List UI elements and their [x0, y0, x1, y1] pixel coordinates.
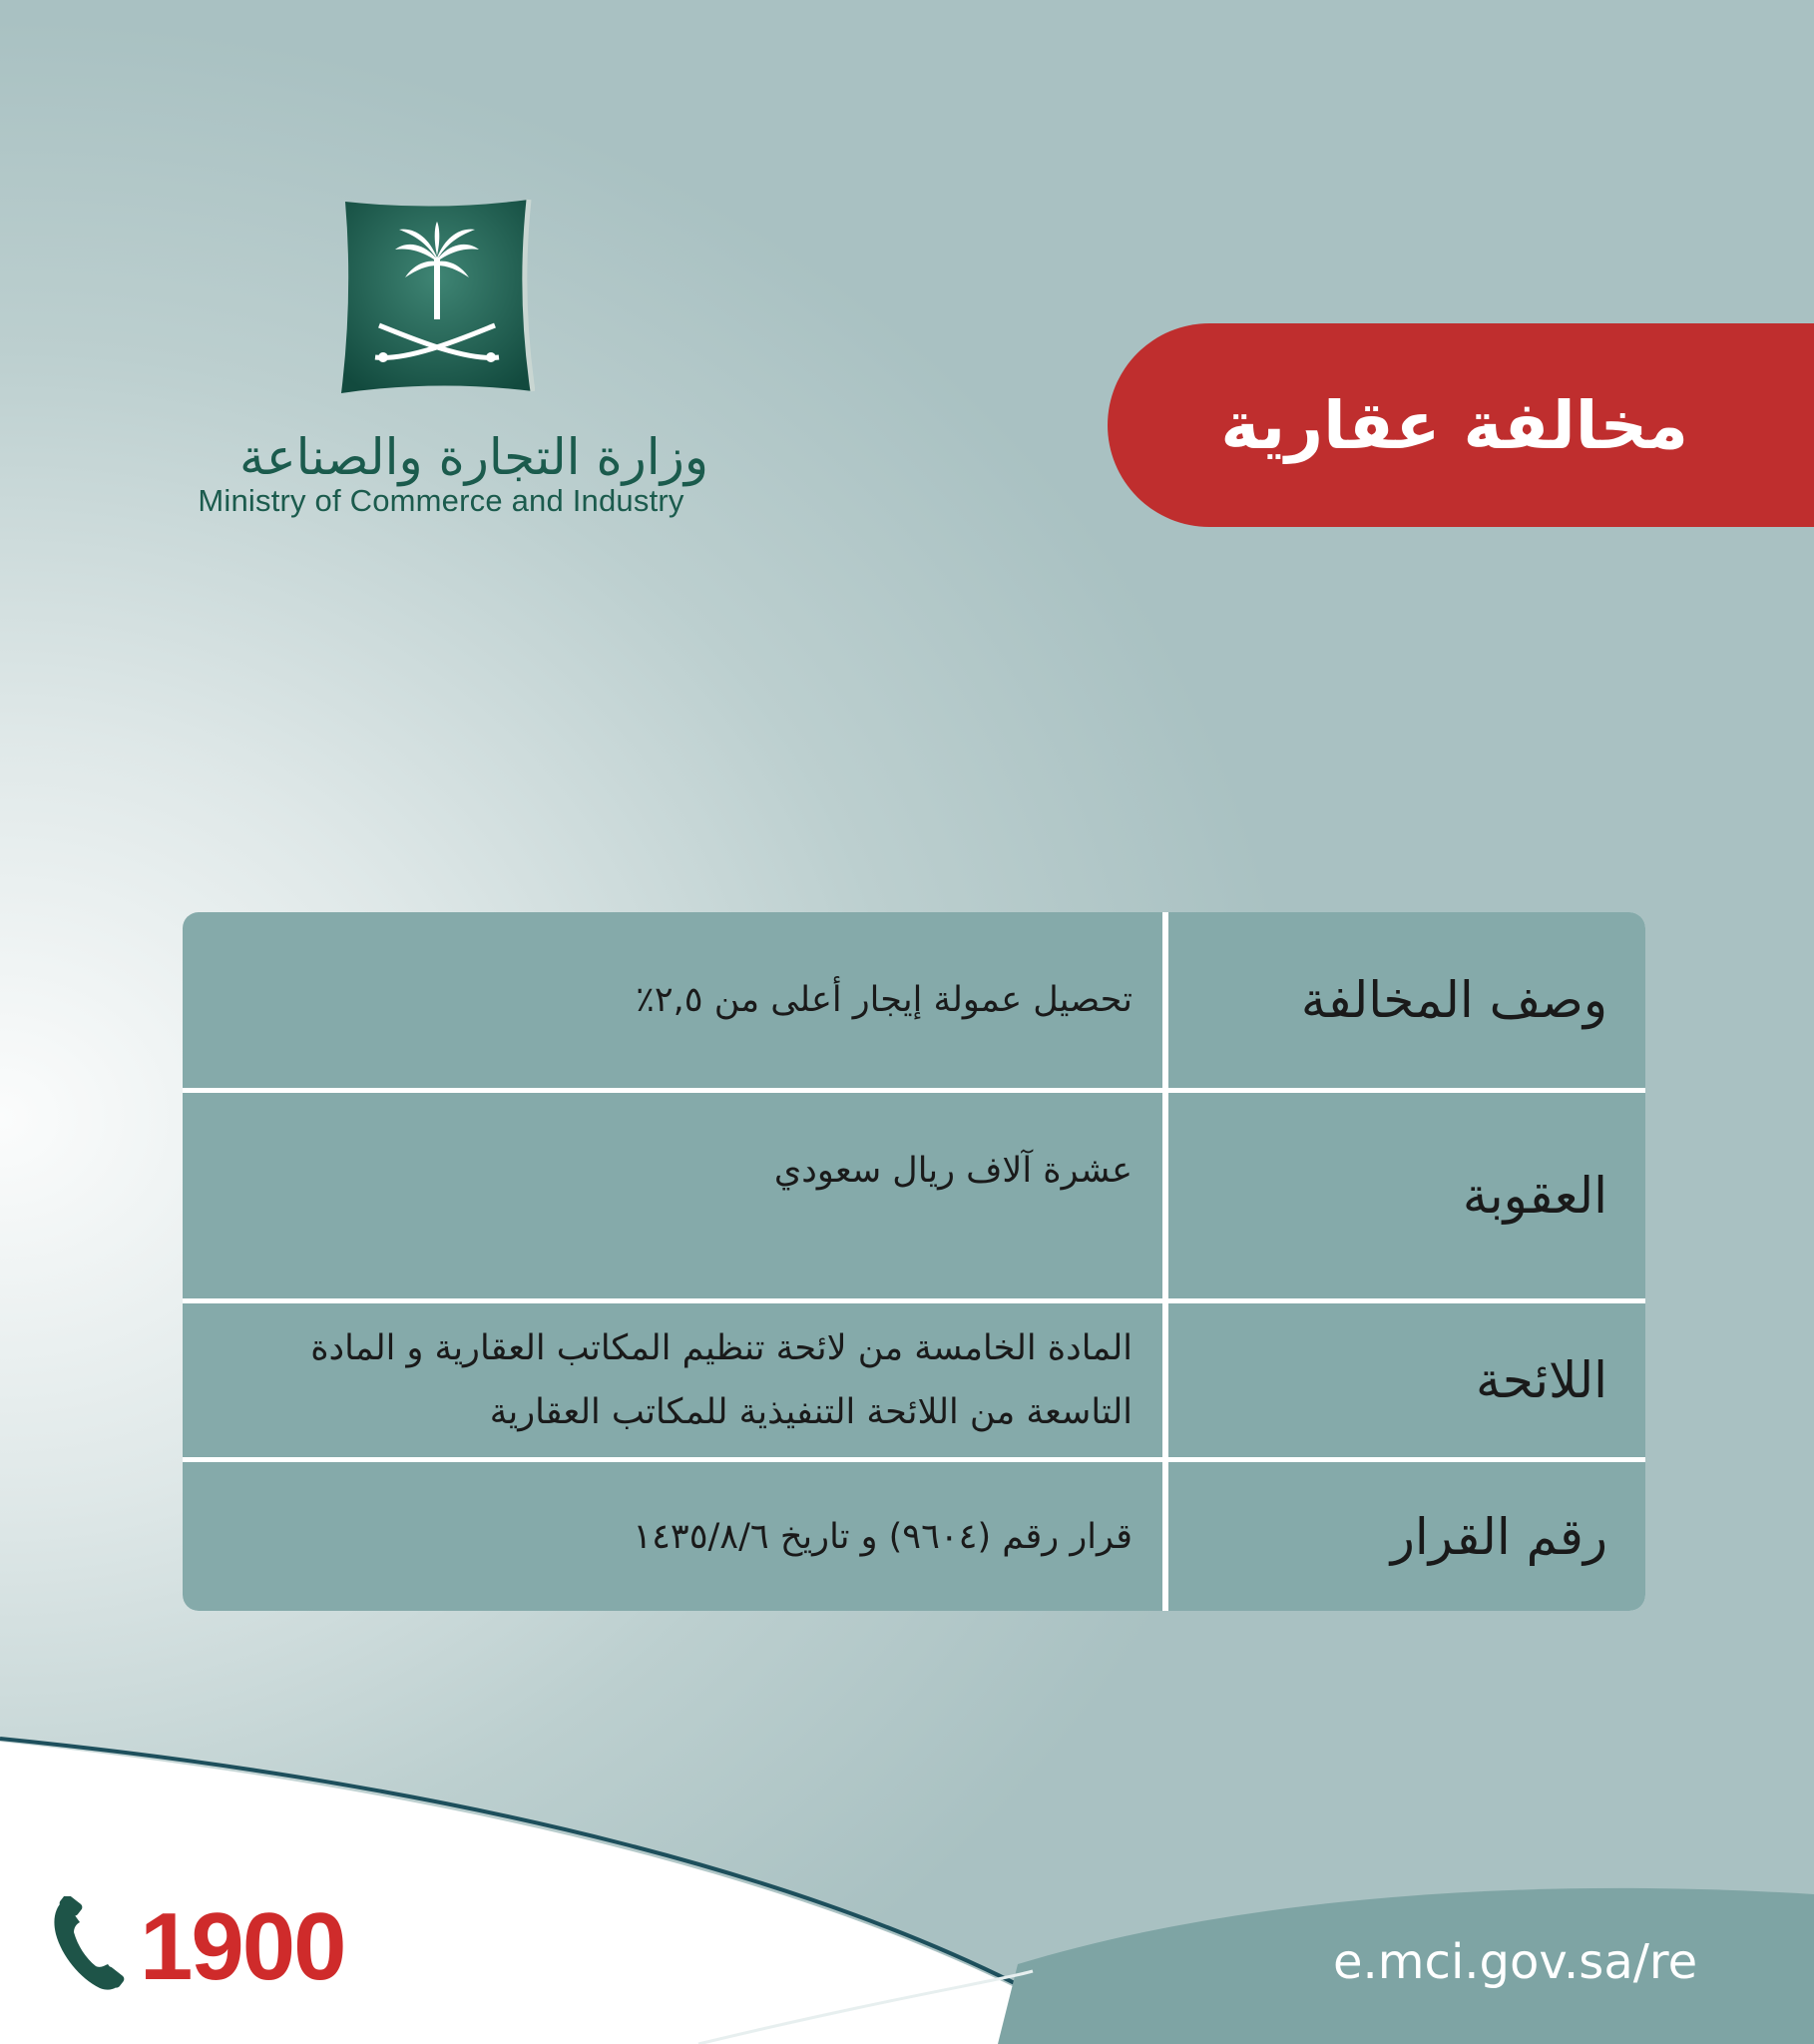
- table-row-decision-number: [183, 1462, 1645, 1611]
- row-value-violation-description: [183, 912, 1162, 1088]
- row-label-decision-number: رقم القرار: [1168, 1462, 1645, 1611]
- row-label-violation-description: وصف المخالفة: [1168, 912, 1645, 1088]
- table-row-violation-description: [183, 912, 1645, 1088]
- violation-info-table: [183, 912, 1645, 1611]
- table-row-penalty: [183, 1093, 1645, 1298]
- emblem-icon: [339, 198, 535, 393]
- website-link[interactable]: e.mci.gov.sa/re: [1333, 1934, 1698, 1990]
- ministry-name-arabic: وزارة التجارة والصناعة: [239, 428, 708, 486]
- row-value-decision-number: [183, 1462, 1162, 1611]
- value-text: عشرة آلاف ريال سعودي: [773, 1151, 1133, 1191]
- row-value-penalty: [183, 1093, 1162, 1298]
- page-title: مخالفة عقارية: [1220, 386, 1688, 464]
- value-text: قرار رقم (٩٦٠٤) و تاريخ ١٤٣٥/٨/٦: [633, 1516, 1133, 1557]
- ministry-name-english: Ministry of Commerce and Industry: [198, 483, 684, 518]
- phone-number: 1900: [140, 1893, 345, 2000]
- title-banner: [1108, 323, 1814, 527]
- row-value-regulation: [183, 1303, 1162, 1457]
- phone-icon: [50, 1896, 126, 1992]
- value-text: تحصيل عمولة إيجار أعلى من ٢,٥٪: [636, 980, 1133, 1020]
- row-label-penalty: العقوبة: [1168, 1093, 1645, 1298]
- table-row-regulation: [183, 1303, 1645, 1457]
- value-text: المادة الخامسة من لائحة تنظيم المكاتب العقارية و المادة التاسعة من اللائحة التنفيذية للمكاتب العقارية: [310, 1328, 1133, 1432]
- row-label-regulation: اللائحة: [1168, 1303, 1645, 1457]
